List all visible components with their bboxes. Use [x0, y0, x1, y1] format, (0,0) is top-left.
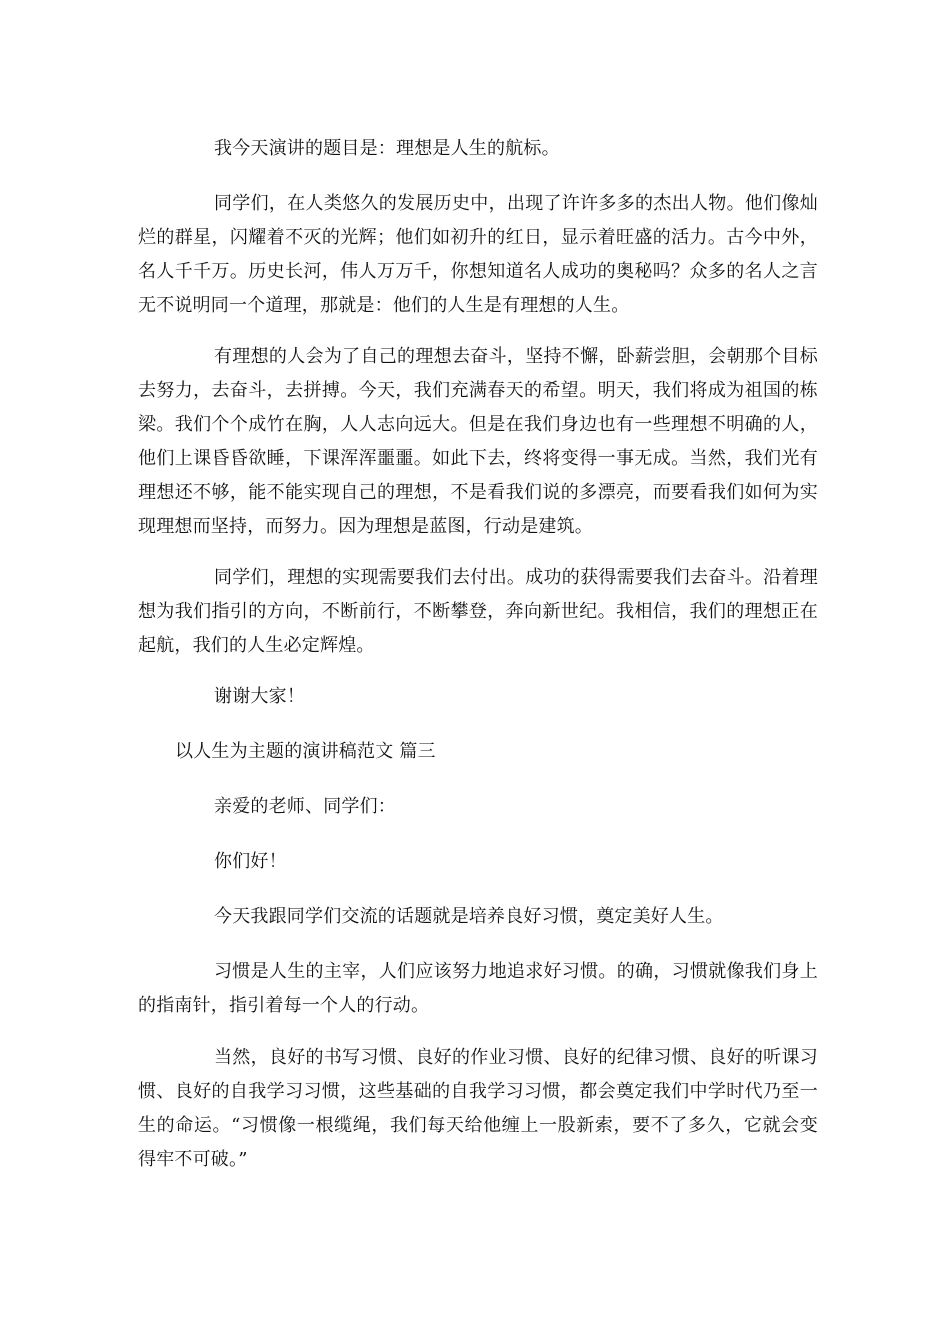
paragraph-topic: 今天我跟同学们交流的话题就是培养良好习惯，奠定美好人生。 [214, 906, 724, 927]
paragraph-good-habits: 当然，良好的书写习惯、良好的作业习惯、良好的纪律习惯、良好的听课习惯、良好的自我学习习惯，这些基础的自我学习习惯，都会奠定我们中学时代乃至一生的命运。“习惯像一根缆绳，我们每天给他缠上一股新索，要不了多久，它就会变得牢不可破。” [138, 1047, 818, 1170]
section-heading: 以人生为主题的演讲稿范文 篇三 [175, 741, 436, 762]
paragraph-realization: 同学们，理想的实现需要我们去付出。成功的获得需要我们去奋斗。沿着理想为我们指引的方向，不断前行，不断攀登，奔向新世纪。我相信，我们的理想正在起航，我们的人生必定辉煌。 [138, 567, 818, 656]
paragraph-salutation: 亲爱的老师、同学们： [214, 796, 396, 817]
paragraph-thanks: 谢谢大家！ [214, 686, 305, 707]
paragraph-history: 同学们，在人类悠久的发展历史中，出现了许许多多的杰出人物。他们像灿烂的群星，闪耀着不灭的光辉；他们如初升的红日，显示着旺盛的活力。古今中外，名人千千万。历史长河，伟人万万千，你想知道名人成功的奥秘吗？众多的名人之言无不说明同一个道理，那就是：他们的人生是有理想的人生。 [138, 193, 818, 316]
paragraph-habit-compass: 习惯是人生的主宰，人们应该努力地追求好习惯。的确，习惯就像我们身上的指南针，指引着每一个人的行动。 [138, 961, 818, 1016]
paragraph-speech-title: 我今天演讲的题目是：理想是人生的航标。 [214, 138, 560, 159]
paragraph-ideals: 有理想的人会为了自己的理想去奋斗，坚持不懈，卧薪尝胆，会朝那个目标去努力，去奋斗，去拼搏。今天，我们充满春天的希望。明天，我们将成为祖国的栋梁。我们个个成竹在胸，人人志向远大。但是在我们身边也有一些理想不明确的人，他们上课昏昏欲睡，下课浑浑噩噩。如此下去，终将变得一事无成。当然，我们光有理想还不够，能不能实现自己的理想，不是看我们说的多漂亮，而要看我们如何为实现理想而坚持，而努力。因为理想是蓝图，行动是建筑。 [138, 346, 818, 537]
paragraph-greeting: 你们好！ [214, 851, 287, 872]
